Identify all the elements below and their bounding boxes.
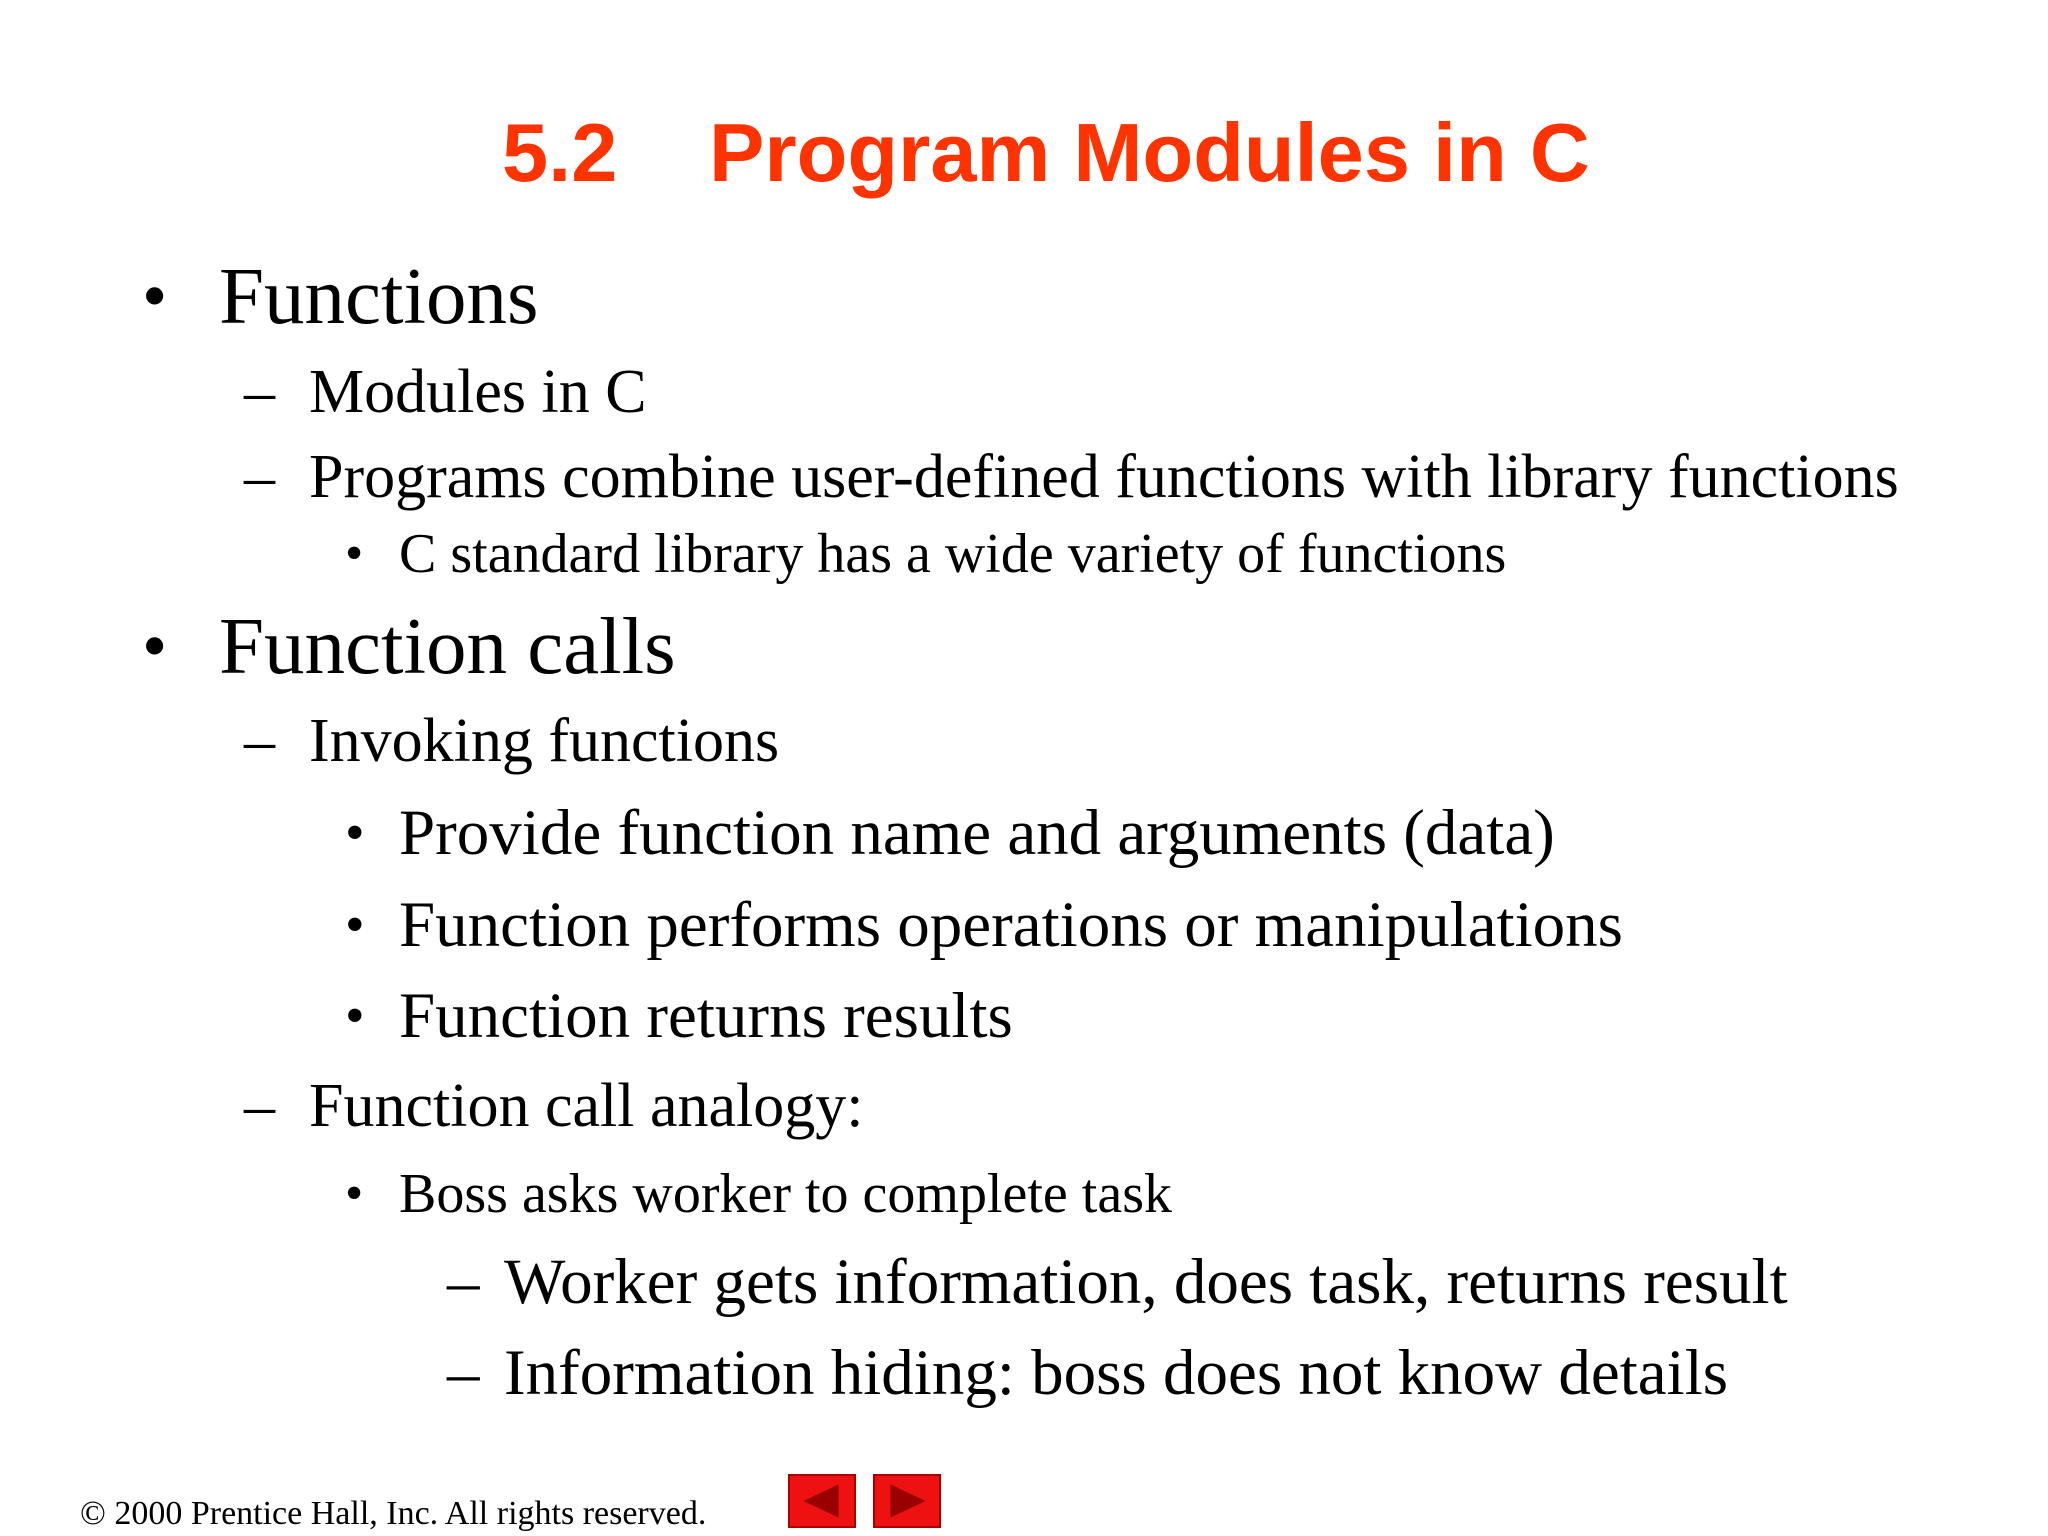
bullet-marker: • (142, 606, 168, 686)
sub-sub-bullet-text: Boss asks worker to complete task (399, 1163, 1172, 1225)
sub-sub-bullet-text: Provide function name and arguments (data) (399, 797, 1555, 869)
dash-marker: – (447, 1337, 480, 1409)
dash-marker: – (244, 707, 275, 775)
sub-bullet-text: Programs combine user-defined functions with library functions (309, 443, 1899, 511)
bullet-marker: • (345, 894, 365, 956)
sub-bullet-text: Modules in C (309, 358, 647, 426)
title-text: Program Modules in C (709, 106, 1590, 199)
sub-sub-bullet-text: Function performs operations or manipulations (399, 889, 1623, 961)
bullet-marker: • (142, 256, 168, 336)
bullet-marker: • (345, 985, 365, 1047)
bullet-marker: • (345, 1165, 364, 1222)
level4-text: Worker gets information, does task, returns result (504, 1246, 1788, 1318)
bullet-text: Function calls (219, 601, 676, 691)
dash-marker: – (244, 1072, 275, 1140)
next-slide-button[interactable] (873, 1474, 941, 1528)
dash-marker: – (244, 358, 275, 426)
title-section-number: 5.2 (502, 106, 618, 199)
sub-sub-bullet-text: Function returns results (399, 980, 1013, 1052)
bullet-marker: • (345, 802, 365, 864)
dash-marker: – (447, 1246, 480, 1318)
level4-text: Information hiding: boss does not know details (504, 1337, 1729, 1409)
sub-sub-bullet-text: C standard library has a wide variety of functions (399, 523, 1507, 585)
right-triangle-icon (875, 1476, 939, 1526)
previous-slide-button[interactable] (788, 1474, 856, 1528)
slide-title (0, 103, 2048, 203)
copyright-footer: © 2000 Prentice Hall, Inc. All rights reserved. (80, 1495, 707, 1532)
sub-bullet-text: Invoking functions (309, 707, 780, 775)
bullet-marker: • (345, 525, 364, 582)
bullet-text: Functions (219, 251, 539, 341)
sub-bullet-text: Function call analogy: (309, 1072, 864, 1140)
left-triangle-icon (790, 1476, 854, 1526)
dash-marker: – (244, 443, 275, 511)
